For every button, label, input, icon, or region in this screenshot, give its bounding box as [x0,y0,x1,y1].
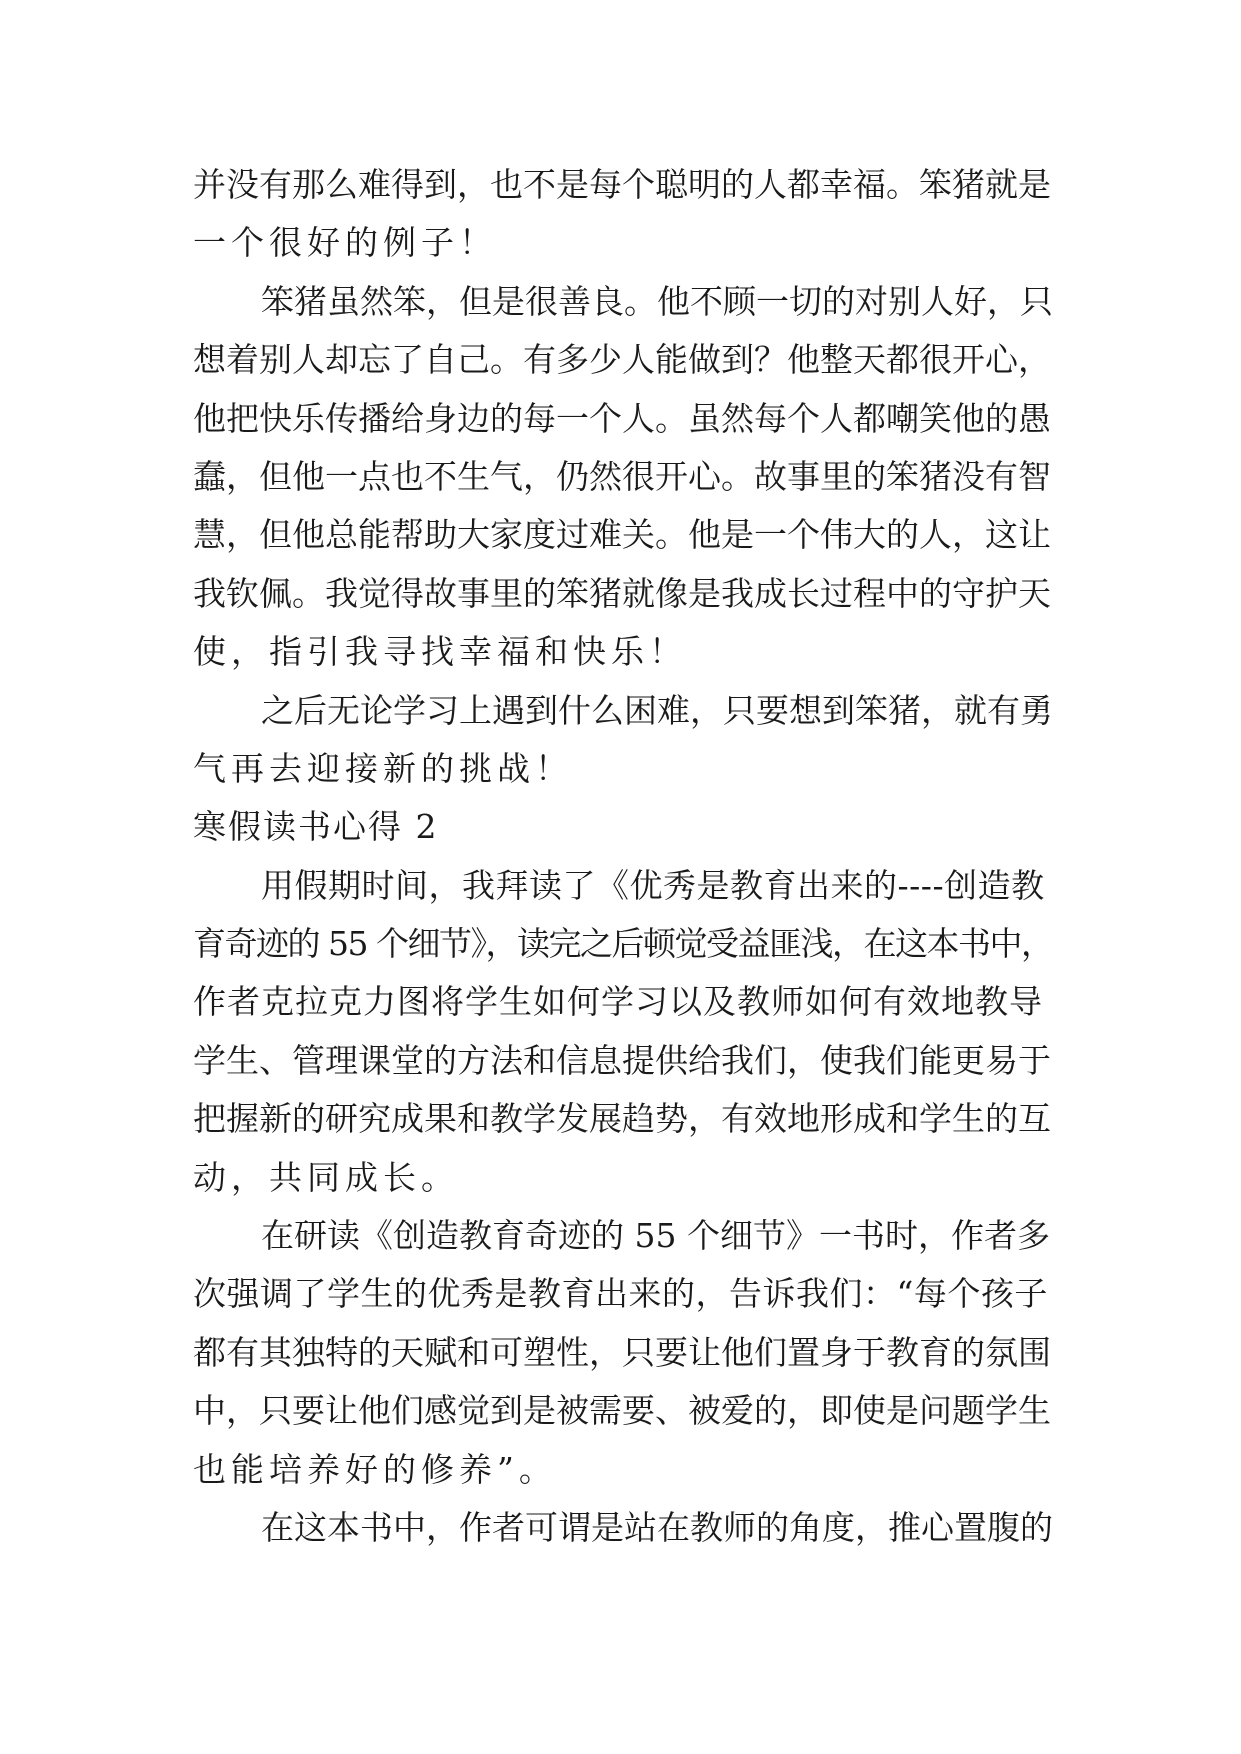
document-body [193,156,1053,1557]
text-line: 笨猪虽然笨，但是很善良。他不顾一切的对别人好，只 [261,281,1053,321]
text-line: 之后无论学习上遇到什么困难，只要想到笨猪，就有勇 [261,690,1053,730]
text-line: 想着别人却忘了自己。有多少人能做到？他整天都很开心， [193,340,1051,380]
text-line: 在这本书中，作者可谓是站在教师的角度，推心置腹的 [261,1507,1053,1547]
text-line: 我钦佩。我觉得故事里的笨猪就像是我成长过程中的守护天 [193,573,1051,613]
text-line: 都有其独特的天赋和可塑性，只要让他们置身于教育的氛围 [193,1332,1051,1372]
text-line: 动，共同成长。 [193,1157,459,1197]
text-line: 次强调了学生的优秀是教育出来的，告诉我们：“每个孩子 [193,1274,1048,1314]
text-line: 用假期时间，我拜读了《优秀是教育出来的----创造教 [261,865,1045,905]
text-line: 把握新的研究成果和教学发展趋势，有效地形成和学生的互 [193,1099,1051,1139]
section-heading: 寒假读书心得 2 [193,807,439,847]
text-line: 在研读《创造教育奇迹的 55 个细节》一书时，作者多 [261,1216,1050,1256]
text-line: 中，只要让他们感觉到是被需要、被爱的，即使是问题学生 [193,1391,1051,1431]
text-line: 并没有那么难得到，也不是每个聪明的人都幸福。笨猪就是 [193,165,1051,204]
text-line: 使，指引我寻找幸福和快乐！ [193,632,687,672]
text-line: 学生、管理课堂的方法和信息提供给我们，使我们能更易于 [193,1040,1051,1080]
text-line: 蠢，但他一点也不生气，仍然很开心。故事里的笨猪没有智 [193,456,1051,496]
text-line: 一个很好的例子！ [193,223,497,263]
text-line: 慧，但他总能帮助大家度过难关。他是一个伟大的人，这让 [193,515,1051,555]
text-line: 气再去迎接新的挑战！ [193,748,573,788]
text-line: 他把快乐传播给身边的每一个人。虽然每个人都嘲笑他的愚 [193,398,1051,438]
text-line: 也能培养好的修养”。 [193,1449,557,1489]
text-line: 育奇迹的 55 个细节》，读完之后顿觉受益匪浅，在这本书中， [193,924,1053,964]
text-line: 作者克拉克力图将学生如何学习以及教师如何有效地教导 [193,982,1043,1022]
